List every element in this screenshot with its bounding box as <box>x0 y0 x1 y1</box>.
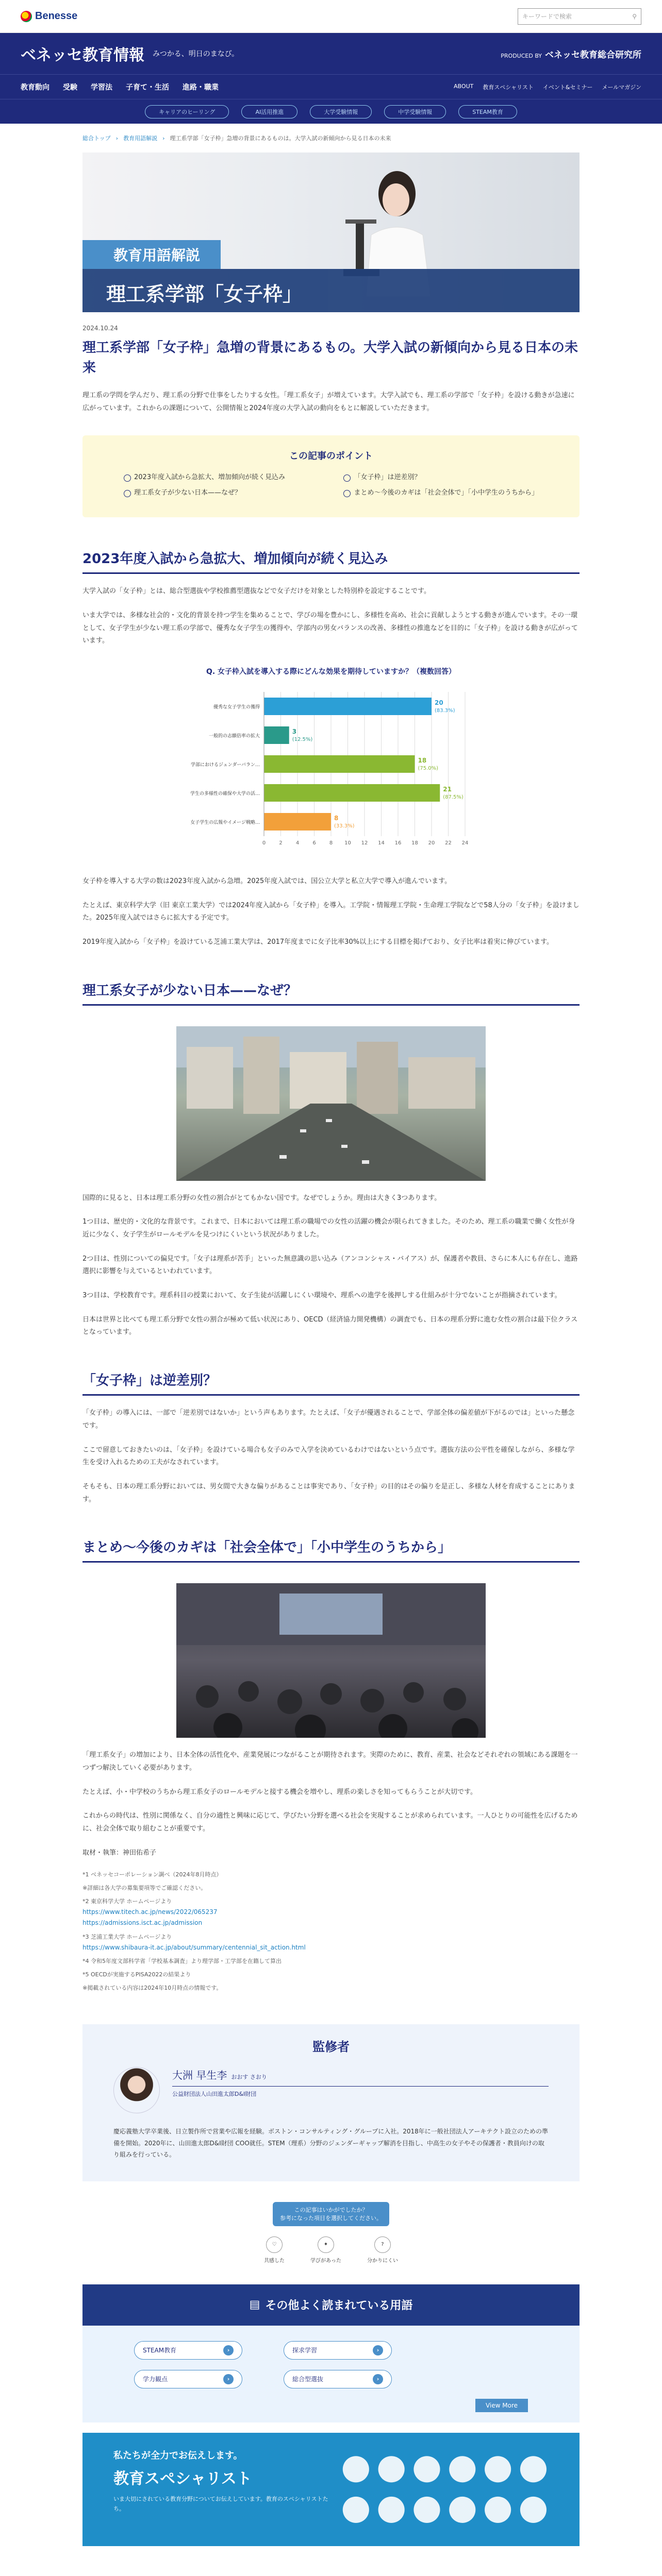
related-terms-section <box>82 2284 580 2546</box>
chart-category-label: 学部におけるジェンダーバラン… <box>190 762 260 768</box>
produced-by-label: PRODUCED BY <box>501 52 542 59</box>
chart-data-label: 3 <box>292 727 297 735</box>
chart-x-tick-label: 20 <box>428 840 435 846</box>
chart-category-label: 優秀な女子学生の獲得 <box>213 704 260 710</box>
points-title: この記事のポイント <box>289 451 373 462</box>
logo-text: Benesse <box>35 10 78 22</box>
sec4-paragraph-2: たとえば、小・中学校のうちから理工系女子のロールモデルと接する機会を増やし、理系の楽しさを知ってもらうことが大切です。 <box>82 1788 477 1796</box>
city-photo <box>176 1026 486 1181</box>
supervisor-org: 公益財団法人山田進太郎D&I財団 <box>172 2086 549 2098</box>
terms-list <box>82 2326 580 2422</box>
chart-bar <box>264 726 289 744</box>
supervisor-box <box>82 2024 580 2181</box>
supervisor-heading: 監修者 <box>312 2039 350 2054</box>
nav-item-parenting[interactable]: 子育て・生活 <box>126 83 169 92</box>
heart-icon: ♡ <box>266 2236 283 2253</box>
chart-bar <box>264 698 432 715</box>
sec2-paragraph-4: 3つ目は、学校教育です。理系科目の授業において、女子生徒が活躍しにくい環境や、理系への進学を後押しする仕組みが十分でないことが指摘されています。 <box>82 1292 561 1300</box>
chart-x-tick-label: 6 <box>312 840 316 846</box>
subnav-pill-3[interactable]: 大学受験情報 <box>310 105 372 118</box>
article-lead: 理工系の学問を学んだり、理工系の分野で仕事をしたりする女性。「理工系女子」が増えています。大学入試でも、理工系の学部で「女子枠」を設ける動きが急速に広がっています。これからの課題について、公開情報と2024年度の大学入試の動向をもとに解説していただきます。 <box>82 392 575 412</box>
arrow-right-icon: › <box>373 2374 383 2384</box>
arrow-right-icon: › <box>223 2374 234 2384</box>
source-note-1: *1 ベネッセコーポレーション調べ（2024年8月時点） <box>82 1871 222 1878</box>
sec3-paragraph-1: 「女子枠」の導入には、一部で「逆差別ではないか」という声もあります。たとえば、「女子が優遇されることで、学部全体の偏差値が下がるのでは」といった懸念です。 <box>82 1409 575 1430</box>
chart-x-tick-label: 8 <box>329 840 333 846</box>
point-link-2[interactable]: 理工系女子が少ない日本——なぜ？ <box>124 487 285 499</box>
article-title: 理工系学部「女子枠」急増の背景にあるもの。大学入試の新傾向から見る日本の未来 <box>82 340 578 376</box>
nav-item-study[interactable]: 学習法 <box>91 83 112 92</box>
chart-title: Q. 女子枠入試を導入する際にどんな効果を期待していますか？（複数回答） <box>206 667 456 676</box>
feedback-unclear-button[interactable] <box>367 2236 398 2264</box>
term-label: STEAM教育 <box>143 2347 177 2354</box>
nav-item-career[interactable]: 進路・職業 <box>183 83 219 92</box>
term-label: 学力観点 <box>143 2376 168 2383</box>
feedback-label-2: 学びがあった <box>310 2258 341 2264</box>
search-placeholder: キーワードで検索 <box>522 13 572 20</box>
lecture-photo-illustration <box>176 1583 486 1738</box>
benesse-logo-icon <box>21 11 32 22</box>
source-note-4: *3 芝浦工業大学 ホームページより <box>82 1933 172 1940</box>
feedback-empathy-button[interactable] <box>264 2236 285 2264</box>
feedback-question: この記事はいかがでしたか？ 参考になった項目を選択してください。 <box>273 2202 389 2226</box>
survey-chart <box>176 666 486 864</box>
subnav-pill-1[interactable]: キャリアのヒーリング <box>145 105 229 118</box>
chart-data-label-percent: (33.3%) <box>334 823 355 829</box>
chart-x-tick-label: 0 <box>262 840 266 846</box>
source-note-7: ※掲載されている内容は2024年10月時点の情報です。 <box>82 1984 222 1991</box>
section-heading-4: まとめ～今後のカギは「社会全体で」「小中学生のうちから」 <box>82 1537 580 1563</box>
chart-data-label: 8 <box>334 814 339 822</box>
specialist-illustration <box>336 2448 549 2536</box>
source-link-1[interactable]: https://www.titech.ac.jp/news/2022/065237 <box>82 1908 218 1916</box>
specialist-banner[interactable] <box>82 2433 580 2546</box>
specialist-big: 教育スペシャリスト <box>113 2469 252 2488</box>
nav-item-exam[interactable]: 受験 <box>63 83 77 92</box>
sec2-paragraph-1: 国際的に見ると、日本は理工系分野の女性の割合がとてもかない国です。なぜでしょうか。理由は大きく3つあります。 <box>82 1194 441 1202</box>
chart-data-label: 18 <box>418 756 427 764</box>
term-comprehensive[interactable] <box>284 2370 392 2388</box>
sec1-paragraph-3: 女子枠を導入する大学の数は2023年度入試から急増。2025年度入試では、国公立大学と私立大学で導入が進んでいます。 <box>82 877 452 885</box>
hero-title: 理工系学部「女子枠」 <box>82 269 580 312</box>
subnav-pill-2[interactable]: AI活用推進 <box>241 105 297 118</box>
breadcrumb-sep: › <box>162 134 165 142</box>
term-ability[interactable] <box>134 2370 242 2388</box>
section-heading-3: 「女子枠」は逆差別？ <box>82 1370 580 1396</box>
section-heading-2: 理工系女子が少ない日本——なぜ？ <box>82 980 580 1006</box>
point-link-4[interactable]: まとめ～今後のカギは「社会全体で」「小中学生のうちから」 <box>343 487 538 499</box>
chart-x-tick-label: 12 <box>361 840 368 846</box>
chart-x-tick-label: 2 <box>279 840 283 846</box>
section-heading-1: 2023年度入試から急拡大、増加傾向が続く見込み <box>82 548 580 574</box>
source-note-5: *4 令和5年度文部科学省「学校基本調査」より理学部・工学部を在籍して算出 <box>82 1958 282 1965</box>
chart-bar <box>264 784 440 802</box>
sec4-paragraph-1: 「理工系女子」の増加により、日本全体の活性化や、産業発展につながることが期待されます。実際のために、教育、産業、社会などそれぞれの領域にある課題を一つずつ解決していく必要があります。 <box>82 1751 578 1772</box>
chart-data-label-percent: (75.0%) <box>418 765 439 771</box>
producer-name: ベネッセ教育総合研究所 <box>545 49 641 60</box>
chart-x-tick-label: 10 <box>344 840 351 846</box>
source-note-3: *2 東京科学大学 ホームページより <box>82 1898 172 1905</box>
chart-data-label: 21 <box>443 785 452 793</box>
top-bar <box>0 0 662 33</box>
sec3-paragraph-2: ここで留意しておきたいのは、「女子枠」を設けている場合も女子のみで入学を決めているわけではないという点です。選抜方法の公平性を確保しながら、多様な学生を受け入れるための工夫がなされています。 <box>82 1446 575 1467</box>
source-link-3[interactable]: https://www.shibaura-it.ac.jp/about/summary/centennial_sit_action.html <box>82 1943 306 1951</box>
chart-x-tick-label: 14 <box>378 840 385 846</box>
chart-x-tick-label: 24 <box>461 840 469 846</box>
sec1-paragraph-1: 大学入試の「女子枠」とは、総合型選抜や学校推薦型選抜などで女子だけを対象とした特別枠を設定することです。 <box>82 587 431 596</box>
arrow-right-icon: › <box>373 2345 383 2355</box>
article-credit: 取材・執筆：神田佑希子 <box>82 1849 157 1857</box>
specialist-desc: いま大切にされている教育分野についてお伝えしています。教育のスペシャリストたち。 <box>113 2495 328 2512</box>
feedback-label-3: 分かりにくい <box>367 2258 398 2264</box>
chart-bar <box>264 813 331 831</box>
main-nav <box>0 74 662 99</box>
chart-data-label-percent: (12.5%) <box>292 736 313 742</box>
chart-x-tick-label: 16 <box>394 840 402 846</box>
supervisor-name-text: 大洲 早生李 <box>172 2069 227 2081</box>
chart-data-label-percent: (83.3%) <box>435 707 455 714</box>
benesse-logo[interactable] <box>21 10 77 22</box>
chart-svg <box>176 687 486 862</box>
avatar <box>113 2067 160 2113</box>
lightbulb-icon: ✦ <box>318 2236 334 2253</box>
breadcrumb-current: 理工系学部「女子枠」急増の背景にあるものは。大学入試の新傾向から見る日本の未来 <box>170 135 391 142</box>
specialist-small: 私たちが全力でお伝えします。 <box>113 2450 243 2461</box>
specialist-text <box>113 2448 336 2531</box>
chart-x-tick-label: 18 <box>411 840 418 846</box>
source-link-2[interactable]: https://admissions.isct.ac.jp/admission <box>82 1919 203 1927</box>
question-icon: ? <box>374 2236 391 2253</box>
chart-x-tick-label: 22 <box>445 840 452 846</box>
supervisor-row <box>113 2067 549 2113</box>
breadcrumb <box>0 124 662 152</box>
points-right-list <box>343 471 538 502</box>
subnav-pill-5[interactable]: STEAM教育 <box>458 105 517 118</box>
chart-data-label: 20 <box>435 699 443 706</box>
sec3-paragraph-3: そもそも、日本の理工系分野においては、男女間で大きな偏りがあることは事実であり、「女子枠」の目的はその偏りを是正し、多様な人材を育成することにあります。 <box>82 1482 575 1503</box>
points-columns <box>124 471 538 502</box>
arrow-right-icon: › <box>223 2345 234 2355</box>
feedback-learned-button[interactable] <box>310 2236 341 2264</box>
nav-specialist[interactable]: 教育スペシャリスト <box>483 83 534 91</box>
term-label: 総合型選抜 <box>292 2376 324 2383</box>
feedback-area <box>82 2202 580 2264</box>
sec2-paragraph-3: 2つ目は、性別についての偏見です。「女子は理系が苦手」といった無意識の思い込み（アンコンシャス・バイアス）が、保護者や教員、さらに本人にも存在し、進路選択に影響を与えているといわれています。 <box>82 1255 578 1276</box>
supervisor-kana: おおす さおり <box>231 2073 267 2080</box>
site-title[interactable]: ベネッセ教育情報 <box>21 46 144 64</box>
terms-heading <box>82 2284 580 2326</box>
sec2-paragraph-5: 日本は世界と比べても理工系分野で女性の割合が極めて低い状況にあり、OECD（経済協力開発機構）の調査でも、日本の理系分野に進む女性の割合は最下位クラスとなっています。 <box>82 1315 578 1336</box>
chart-category-label: 女子学生の広報やイメージ戦略… <box>190 820 260 825</box>
nav-events[interactable]: イベント&セミナー <box>542 83 593 91</box>
supervisor-bio: 慶応義塾大学卒業後、日立製作所で営業や広報を経験。ボストン・コンサルティング・グループに入社。2018年に一般社団法人アーキテクト設立のための準備を開始。2020年に、山田進太郎D&I財団 COO就任。STEM（理系）分野のジェンダーギャップ解消を目指し、中高生の女子やその保護者・教員向けの取り組みを行っている。 <box>113 2127 548 2159</box>
feedback-label-1: 共感した <box>264 2258 285 2264</box>
term-steam[interactable] <box>134 2341 242 2360</box>
site-header <box>0 0 662 124</box>
supervisor-name <box>172 2067 549 2082</box>
nav-about[interactable]: ABOUT <box>454 82 474 90</box>
chart-data-label-percent: (87.5%) <box>443 794 464 800</box>
breadcrumb-section[interactable]: 教育用語解説 <box>123 135 158 142</box>
article-points-box <box>82 435 580 517</box>
point-link-1[interactable]: 2023年度入試から急拡大、増加傾向が続く見込み <box>124 471 285 483</box>
source-note-6: *5 OECDが実施するPISA2022の結果より <box>82 1971 191 1978</box>
chart-category-label: 一般的の志願倍率の拡大 <box>208 733 260 739</box>
nav-right <box>454 83 641 91</box>
nav-mailmag[interactable]: メールマガジン <box>602 83 641 91</box>
chart-x-tick-label: 4 <box>295 840 300 846</box>
sec1-paragraph-5: 2019年度入試から「女子枠」を設けている芝浦工業大学は、2017年度までに女子比率30%以上にする目標を掲げており、女子比率は着実に伸びています。 <box>82 938 554 946</box>
chart-category-label: 学生の多様性の確保や大学の活… <box>190 791 260 796</box>
subnav-pill-4[interactable]: 中学受験情報 <box>384 105 446 118</box>
terms-heading-text: その他よく読まれている用語 <box>265 2299 413 2313</box>
sources-list <box>82 1870 580 1993</box>
breadcrumb-sep: › <box>115 134 119 142</box>
term-inquiry[interactable] <box>284 2341 392 2360</box>
supervisor-info <box>172 2067 549 2113</box>
produced-by[interactable] <box>501 47 641 60</box>
chart-bar <box>264 755 415 773</box>
book-icon: ▤ <box>249 2298 260 2312</box>
article-date: 2024.10.24 <box>82 325 118 332</box>
nav-item-trend[interactable]: 教育動向 <box>21 83 49 92</box>
term-label: 探求学習 <box>292 2347 318 2354</box>
sub-nav <box>0 99 662 124</box>
sec1-paragraph-2: いま大学では、多様な社会的・文化的背景を持つ学生を集めることで、学びの場を豊かにし、多様性を高め、社会に貢献しようとする動きが進んでいます。その一環として、女子学生が少ない理工系の学部で、優秀な女子学生の獲得や、学部内の男女バランスの改善、多様性の推進などを目的に「女子枠」を設ける動きが広がっています。 <box>82 611 578 645</box>
source-note-2: ※詳細は各大学の募集要項等でご確認ください。 <box>82 1885 207 1892</box>
breadcrumb-home[interactable]: 総合トップ <box>82 135 111 142</box>
terms-more-row <box>134 2399 528 2412</box>
point-link-3[interactable]: 「女子枠」は逆差別？ <box>343 471 538 483</box>
sec4-paragraph-3: これからの時代は、性別に関係なく、自分の適性と興味に応じて、学びたい分野を選べる社会を実現することが求められています。一人ひとりの可能性を広げるために、社会全体で取り組むことが重要です。 <box>82 1812 578 1833</box>
sec1-paragraph-4: たとえば、東京科学大学（旧 東京工業大学）では2024年度入試から「女子枠」を導入。工学院・情報理工学院・生命理工学院などで58人分の「女子枠」を設けました。2025年度入試ではさらに拡大する予定です。 <box>82 901 580 922</box>
related-terms <box>82 2284 580 2422</box>
search-input[interactable] <box>518 8 641 25</box>
view-more-button[interactable]: View More <box>475 2399 528 2412</box>
site-subtitle: みつかる、明日のまなび。 <box>153 50 239 58</box>
feedback-buttons <box>82 2236 580 2264</box>
lecture-photo <box>176 1583 486 1738</box>
hero-tag: 教育用語解説 <box>82 240 221 269</box>
city-photo-illustration <box>176 1026 486 1181</box>
sec2-paragraph-2: 1つ目は、歴史的・文化的な背景です。これまで、日本においては理工系の職場での女性の活躍の機会が限られてきました。そのため、理工系の職業で働く女性が身近に少なく、女子学生がロールモデルを見つけにくいという状況がありました。 <box>82 1218 575 1239</box>
search-icon[interactable]: ⚲ <box>632 12 637 20</box>
points-left-list <box>124 471 285 502</box>
article <box>82 325 580 2264</box>
brand-bar <box>0 33 662 74</box>
hero-banner <box>82 152 580 312</box>
